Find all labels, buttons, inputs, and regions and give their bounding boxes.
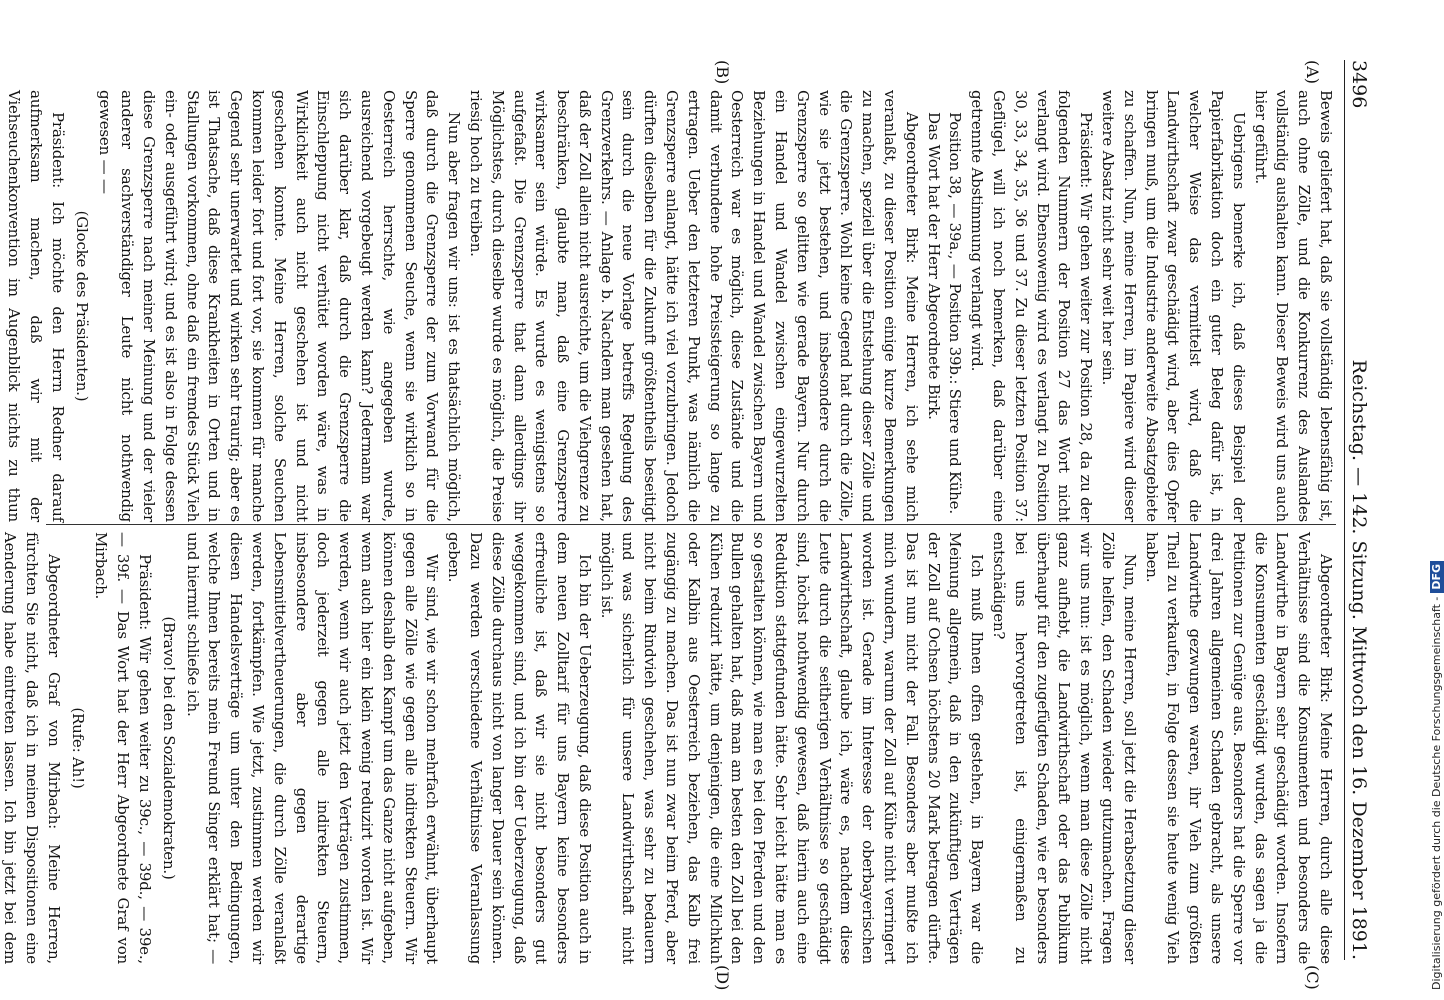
paragraph: Abgeordneter Birk: Meine Herren, durch alle diese Verhältnisse sind die Konsumenten und besonders die Landwirthe in Bayern sehr geschädigt worden. Insofern die Konsumenten geschädigt wurden, das sagen ja die Petitionen zur Genüge aus. Besonders hat die Sperre vor drei Jahren allgemeinen Schaden gebracht, als unsere Landwirthe gezwungen waren, ihr Vieh zum größten Theil zu verkaufen, in Folge dessen sie heute wenig Vieh haben. bbox=[1142, 532, 1335, 964]
paragraph: Das Wort hat der Herr Abgeordnete Birk. bbox=[924, 112, 943, 420]
column-divider bbox=[46, 524, 1336, 525]
stage-direction: (Glocke des Präsidenten.) bbox=[72, 210, 91, 402]
paragraph: Präsident: Ich möchte den Herrn Redner darauf aufmerksam machen, daß wir mit der Viehseuchenkonvention im Augenblick nichts zu thun bbox=[5, 90, 67, 522]
paragraph: Ich bin der Ueberzeugung, daß diese Position auch in dem neuen Zolltarif für uns Bayern keine besonders erfreuliche ist, daß wir sie nicht besonders gut weggekommen sind, und ich bin der Ueberzeugung, daß diese Zölle durchaus nicht von langer Dauer sein können. Dazu werden verschiedene Verhältnisse Veranlassung geben. bbox=[445, 532, 594, 964]
margin-mark-a: (A) bbox=[1303, 60, 1322, 85]
paragraph: Wir sind, wie wir schon mehrfach erwähnt, überhaupt gegen alle Zölle wie gegen alle indirekten Steuern. Wir können deshalb den Kampf um das Ganze nicht aufgeben, wenn auch hier ein klein wenig reduzirt worden ist. Wir werden, wenn wir auch jetzt den Verträgen zustimmen, doch jederzeit gegen alle indirekten Steuern, insbesondere aber gegen derartige Lebensmittelvertheuerungen, die durch Zölle veranlaßt werden, fortkämpfen. Wie jetzt, zustimmen werden wir diesen Handelsverträge um unter den Bedingungen, welche Ihnen bereits mein Freund Singer erklärt hat; — und hiermit schließe ich. bbox=[183, 532, 442, 964]
left-column bbox=[5, 90, 1336, 522]
paragraph: Abgeordneter Graf von Mirbach: Meine Herren, fürchten Sie nicht, daß ich in meinen Dispositionen eine Aenderung habe eintreten lassen. Ich bin jetzt bei dem bbox=[1, 532, 63, 964]
paragraph: Beweis geliefert hat, daß sie vollständig lebensfähig ist, auch ohne Zölle, und die Konkurrenz des Auslandes vollständig aushalten kann. Dieser Beweis wird uns auch hier geführt. bbox=[1251, 90, 1335, 522]
stage-direction: (Bravo! bei den Sozialdemokraten.) bbox=[159, 616, 178, 880]
header-title: Reichstag. — 142. Sitzung. Mittwoch den 16. Dezember 1891. bbox=[1348, 359, 1370, 960]
paragraph: Präsident: Wir gehen weiter zur Position 28, da zu der folgenden Nummern der Position 27 das Wort nicht verlangt wird. Ebensowenig wird es verlangt zu Position 30, 33, 34, 35, 36 und 37. Zu dieser letzten Position 37: Geflügel, will ich noch bemerken, daß darüber eine getrennte Abstimmung verlangt wird. bbox=[968, 90, 1096, 522]
paragraph: Nun aber fragen wir uns: ist es thatsächlich möglich, daß durch die Grenzsperre der zum Vorwand für die Sperre genommenen Seuche, wenn sie wirklich so in Oesterreich herrschte, wie angegeben wurde, ausreichend vorgebeugt werden kann? Jedermann war sich darüber klar, daß durch die Grenzsperre die Einschleppung nicht verhütet worden wäre, was in Wirklichkeit auch nicht geschehen ist und nicht geschehen konnte. Meine Herren, solche Seuchen kommen leider fort und fort vor, sie kommen für manche Gegend sehr unerwartet und wirken sehr traurig; aber es ist Thatsache, daß diese Krankheiten in Orten und in Stallungen vorkommen, ohne daß ein fremdes Stück Vieh ein- oder ausgeführt wird; und es ist also in Folge dessen diese Grenzsperre nach meiner Meinung und der vieler anderer sachverständiger Leute nicht nothwendig gewesen — — bbox=[96, 90, 464, 522]
paragraph: Präsident: Wir gehen weiter zu 39c., — 39d., — 39e., — 39f. — Das Wort hat der Herr Abgeordnete Graf von Mirbach. bbox=[92, 532, 154, 964]
margin-mark-c: (C) bbox=[1303, 965, 1322, 990]
margin-mark-b: (B) bbox=[713, 60, 732, 85]
paragraph: Uebrigens bemerke ich, daß dieses Beispiel der Papierfabrikation doch ein guter Beleg dafür ist, in welcher Weise das vermittelst wird, daß die Landwirthschaft zwar geschädigt wird, aber dies Opfer bringen muß, um die Industrie anderweite Absatzgebiete zu schaffen. Nun, meine Herren, im Papiere wird dieser weitere Absatz nicht sehr weit her sein. bbox=[1099, 90, 1248, 522]
credit-line bbox=[1430, 10, 1444, 990]
stage-direction: (Rufe: Ah!) bbox=[68, 707, 87, 789]
page-header bbox=[1344, 60, 1382, 960]
paragraph: Nun, meine Herren, soll jetzt die Herabsetzung dieser Zölle helfen, den Schaden wieder gutzumachen. Fragen wir uns nun: ist es möglich, wenn man diese Zölle nicht ganz aufhebt, die Landwirthschaft oder das Publikum überhaupt für den zugefügten Schaden, wie er besonders bei uns hervorgetreten ist, einigermaßen zu entschädigen? bbox=[990, 532, 1139, 964]
paragraph: Position 38, — 39a., — Position 39b.: Stiere und Kühe. bbox=[946, 112, 965, 514]
credit-text: Digitalisierung gefördert durch die Deutsche Forschungsgemeinschaft - bbox=[1430, 596, 1443, 990]
margin-mark-d: (D) bbox=[713, 965, 732, 991]
page-number: 3496 bbox=[1348, 60, 1370, 109]
right-column bbox=[1, 532, 1336, 964]
digitization-credit bbox=[1418, 10, 1443, 990]
dfg-logo: DFG bbox=[1430, 561, 1444, 593]
paragraph: Abgeordneter Birk: Meine Herren, ich sehe mich veranlaßt, zu dieser Position einige kurze Bemerkungen zu machen, speziell über die Entstehung dieser Zölle und die Grenzsperre. Wohl keine Gegend hat durch die Zölle, wie sie jetzt bestehen, und insbesondere durch die Grenzsperre so gelitten wie gerade Bayern. Nur durch ein Handel und Wandel zwischen eingewurzelten Beziehungen in Handel und Wandel zwischen Bayern und Oesterreich war es möglich, diese Zustände und die damit verbundene hohe Preissteigerung so lange zu ertragen. Ueber den letzteren Punkt, was nämlich die Grenzsperre anlangt, hätte ich viel vorzubringen. Jedoch dürften dieselben für die Zukunft größtentheils beseitigt sein durch die neue Vorlage betreffs Regelung des Grenzverkehrs. — Anlage b. Nachdem man gesehen hat, daß der Zoll allein nicht ausreichte, um die Viehgrenze zu beschränken, glaubte man, daß eine Grenzsperre wirksamer sein würde. Es wurde es wenigstens so aufgefaßt. Die Grenzsperre that dann allerdings ihr Möglichstes, durch dieselbe wurde es möglich, die Preise riesig hoch zu treiben. bbox=[466, 90, 921, 522]
paragraph: Ich muß Ihnen offen gestehen, in Bayern war die Meinung allgemein, daß in den zukünftigen Verträgen der Zoll auf Ochsen höchstens 20 Mark betragen dürfte. Das ist nun nicht der Fall. Besonders aber mußte ich mich wundern, warum der Zoll auf Kühe nicht verringert worden ist. Gerade im Interesse der oberbayerischen Landwirthschaft, glaube ich, wäre es, nachdem diese Leute durch die seitherigen Verhältnisse so geschädigt sind, höchst nothwendig gewesen, daß hierin auch eine Reduktion stattgefunden hätte. Sehr leicht hätte man es so gestalten können, wie man es bei den Pferden und den Bullen gehalten hat, daß man am besten den Zoll bei den Kühen reduzirt hätte, um denjenigen, die eine Milchkuh oder Kalbin aus Oesterreich beziehen, das Kalb frei zugängig zu machen. Das ist nun zwar beim Pferd, aber nicht beim Rindvieh geschehen, was sehr zu bedauern und was sicherlich für unsere Landwirthschaft nicht möglich ist. bbox=[597, 532, 987, 964]
